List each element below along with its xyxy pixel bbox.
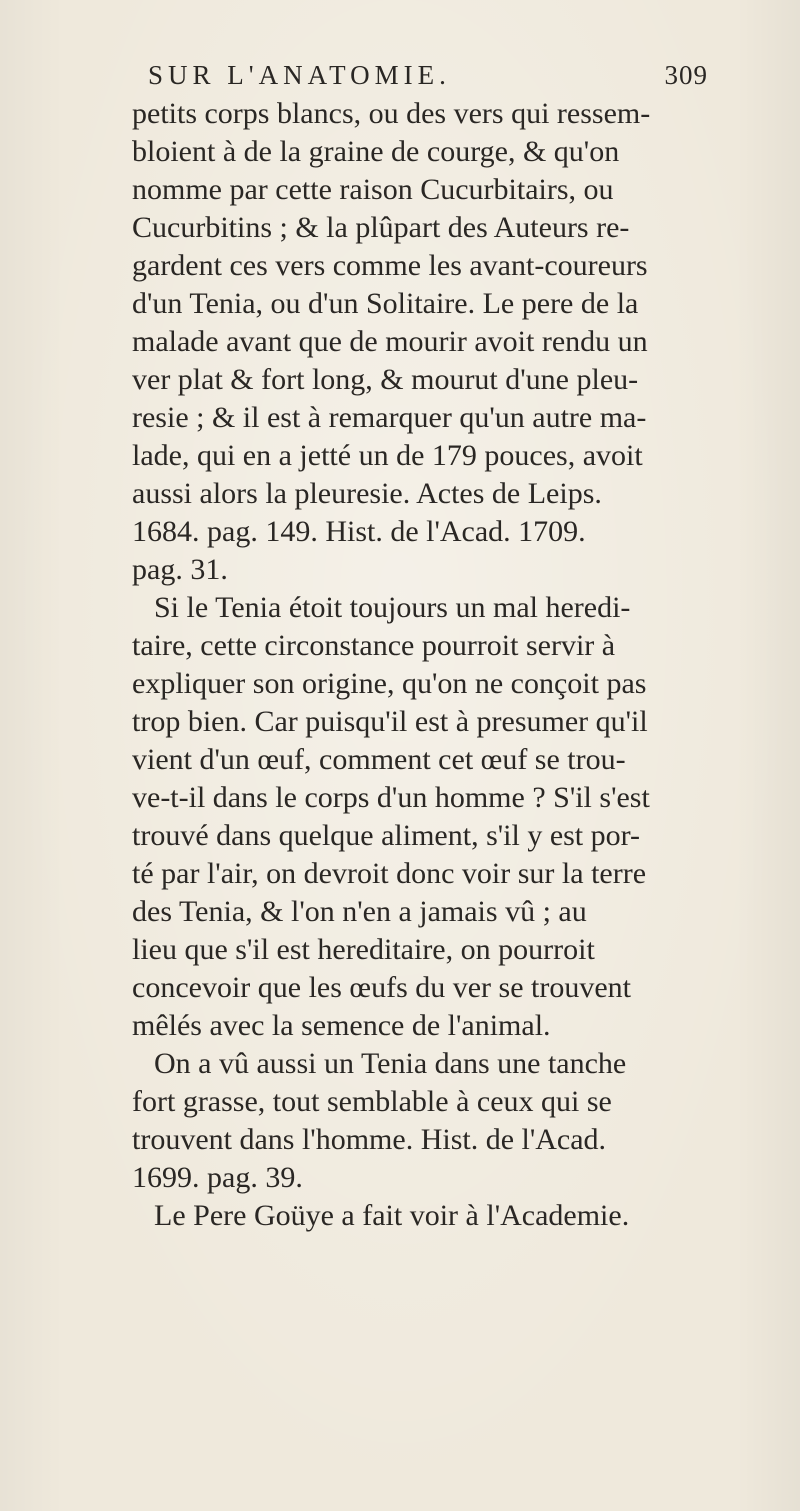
text-line: vient d'un œuf, comment cet œuf se trou-: [132, 743, 626, 776]
paragraph-start-line: On a vû aussi un Tenia dans une tanche: [154, 1047, 627, 1080]
text-line: malade avant que de mourir avoit rendu un: [132, 325, 648, 358]
text-line: trouvé dans quelque aliment, s'il y est por-: [132, 819, 641, 852]
text-line: gardent ces vers comme les avant-coureurs: [132, 249, 648, 282]
text-line: des Tenia, & l'on n'en a jamais vû ; au: [132, 895, 587, 928]
body-text: [132, 95, 772, 1235]
text-line: expliquer son origine, qu'on ne conçoit pas: [132, 667, 647, 700]
text-line: Cucurbitins ; & la plûpart des Auteurs re-: [132, 211, 630, 244]
text-line: té par l'air, on devroit donc voir sur la terre: [132, 857, 647, 890]
text-line: mêlés avec la semence de l'animal.: [132, 1009, 551, 1042]
text-line: lieu que s'il est hereditaire, on pourroit: [132, 933, 595, 966]
text-line: nomme par cette raison Cucurbitairs, ou: [132, 173, 614, 206]
text-line: trouvent dans l'homme. Hist. de l'Acad.: [132, 1123, 607, 1156]
text-line: concevoir que les œufs du ver se trouvent: [132, 971, 632, 1004]
text-line: 1684. pag. 149. Hist. de l'Acad. 1709.: [132, 515, 586, 548]
running-title: SUR L'ANATOMIE.: [148, 60, 451, 90]
text-line: aussi alors la pleuresie. Actes de Leips.: [132, 477, 602, 510]
text-line: lade, qui en a jetté un de 179 pouces, avoit: [132, 439, 643, 472]
page-number: 309: [664, 60, 708, 90]
text-line: pag. 31.: [132, 553, 228, 586]
text-line: trop bien. Car puisqu'il est à presumer qu'il: [132, 705, 648, 738]
text-line: petits corps blancs, ou des vers qui ressem-: [132, 97, 651, 130]
text-line: fort grasse, tout semblable à ceux qui se: [132, 1085, 612, 1118]
text-line: resie ; & il est à remarquer qu'un autre ma-: [132, 401, 647, 434]
page-header: [148, 60, 708, 100]
text-line: d'un Tenia, ou d'un Solitaire. Le pere de la: [132, 287, 639, 320]
paragraph-start-line: Le Pere Goüye a fait voir à l'Academie.: [154, 1199, 630, 1232]
text-line: ver plat & fort long, & mourut d'une pleu-: [132, 363, 639, 396]
text-line: ve-t-il dans le corps d'un homme ? S'il s'est: [132, 781, 650, 814]
text-line: bloient à de la graine de courge, & qu'on: [132, 135, 620, 168]
paragraph-start-line: Si le Tenia étoit toujours un mal heredi-: [154, 591, 631, 624]
text-line: taire, cette circonstance pourroit servir à: [132, 629, 616, 662]
text-line: 1699. pag. 39.: [132, 1161, 303, 1194]
